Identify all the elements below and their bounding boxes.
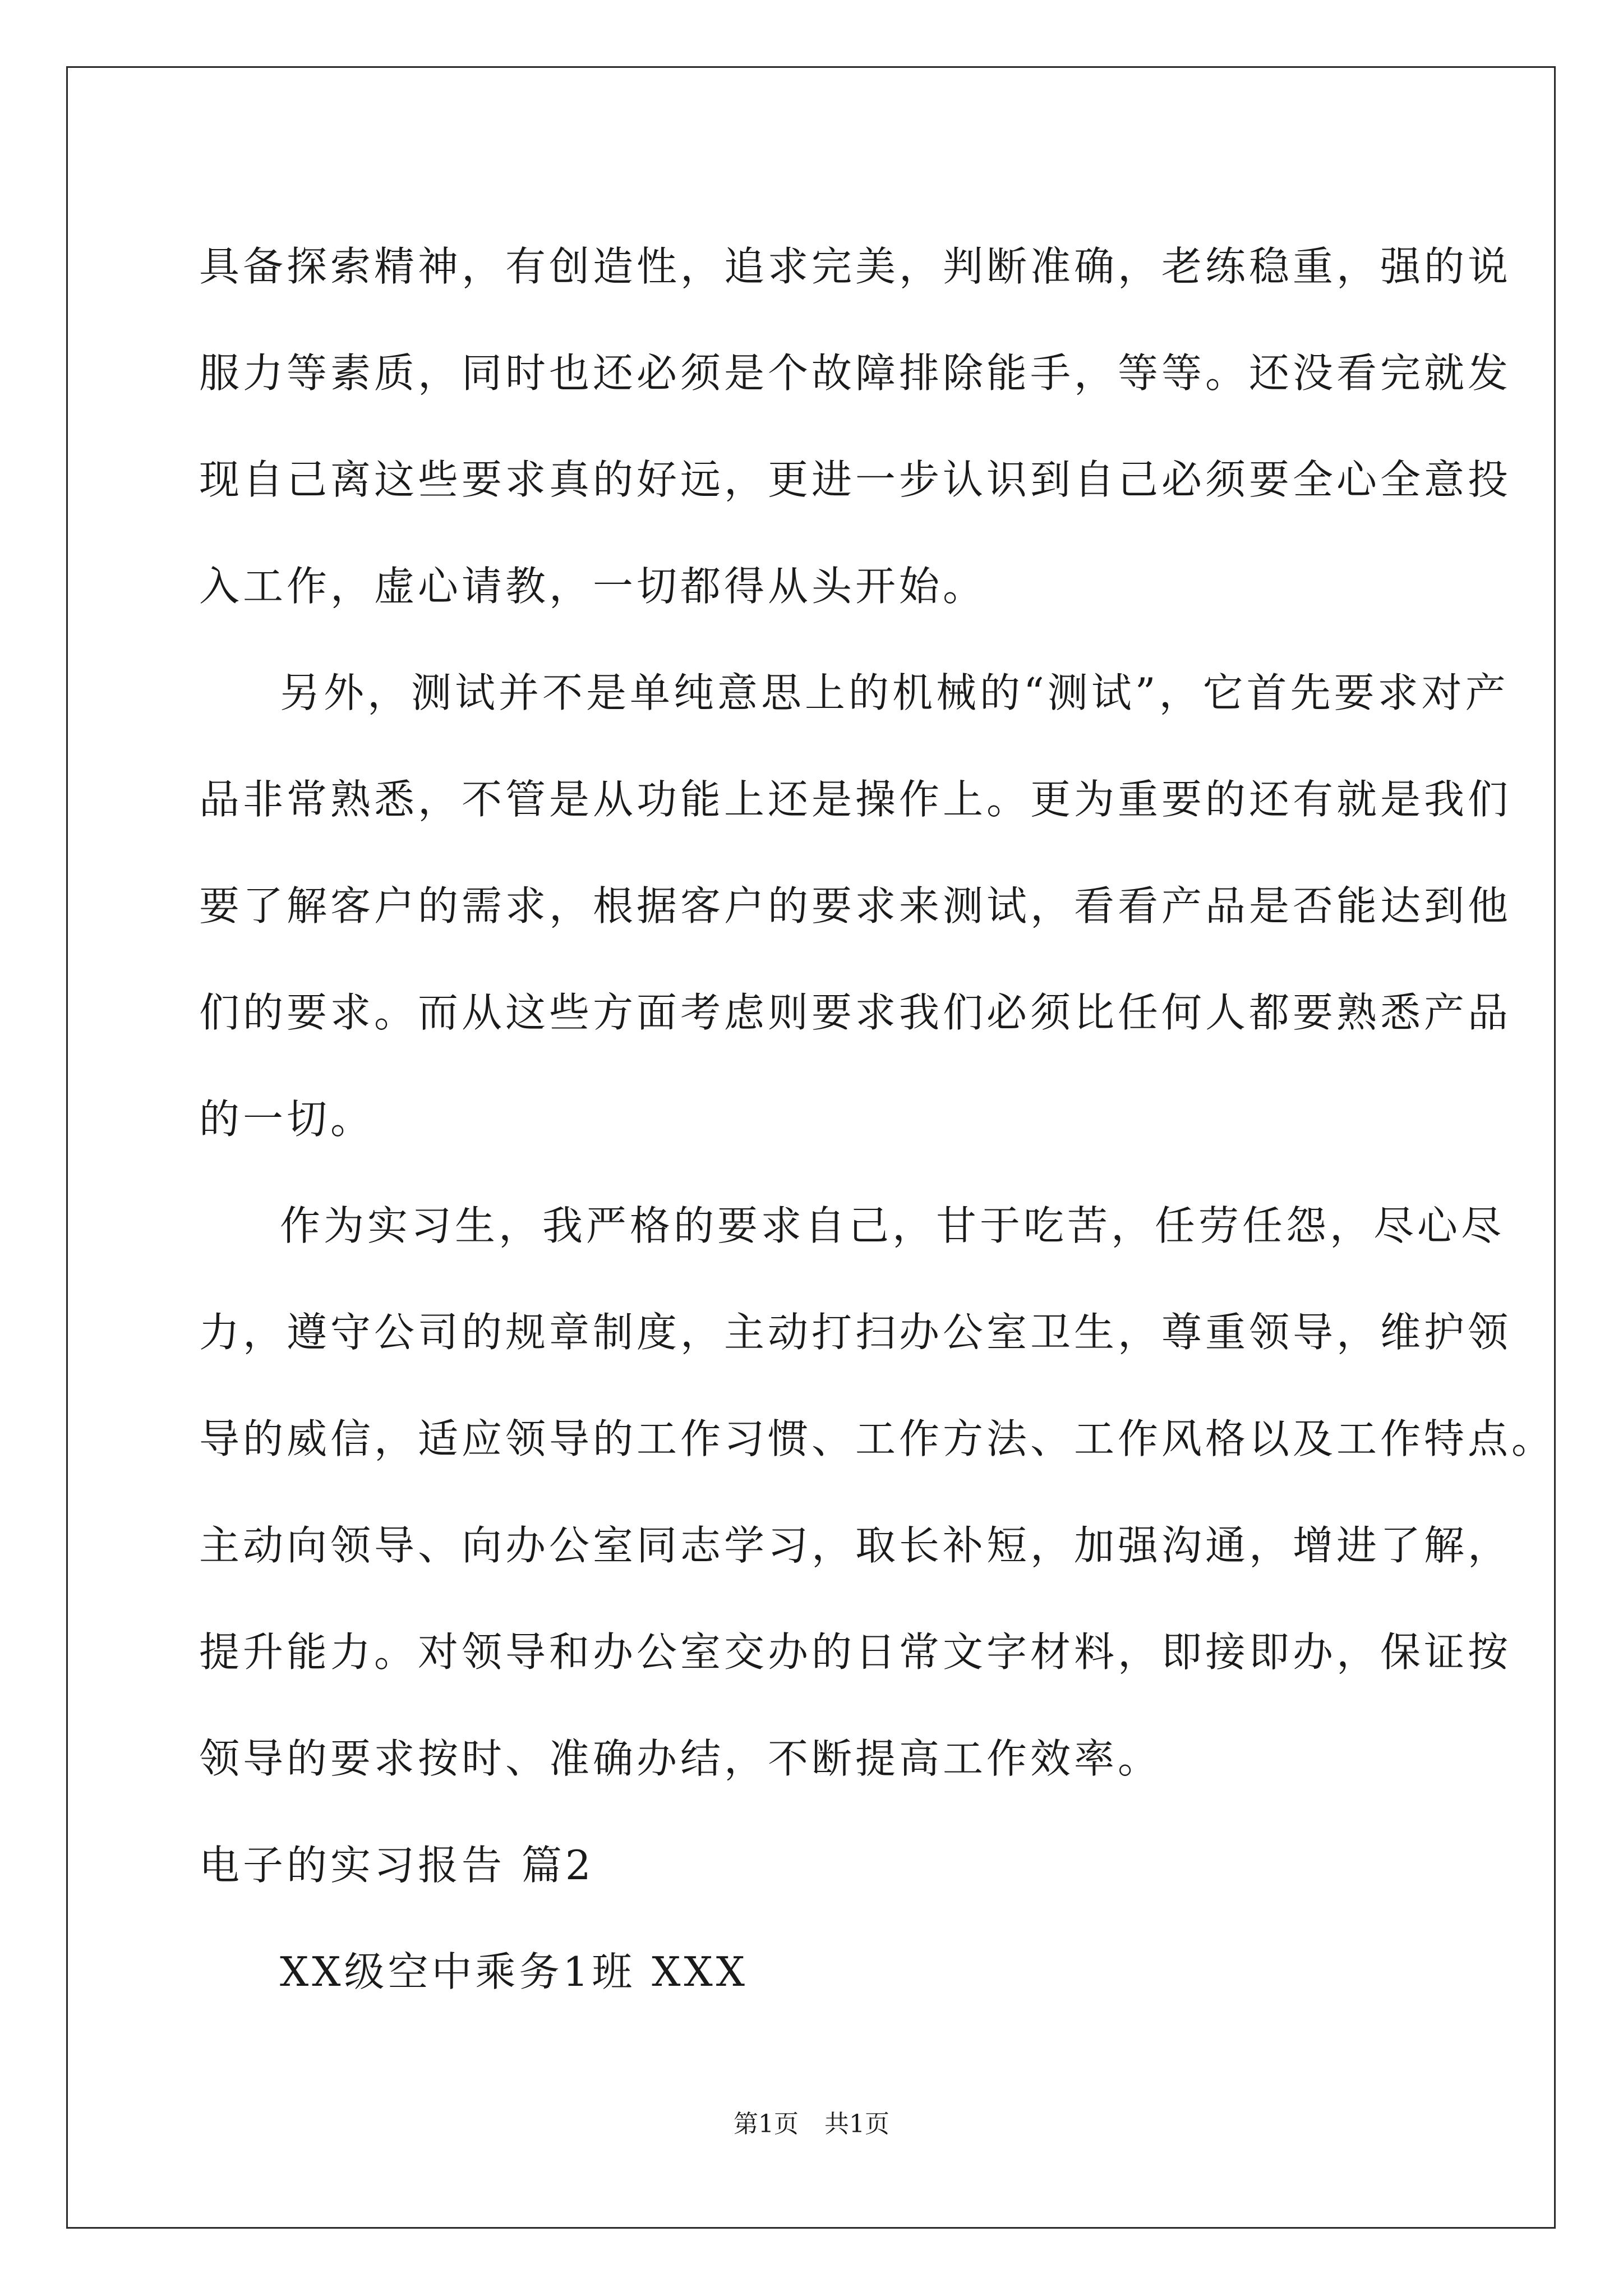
text-line: 提升能力。对领导和办公室交办的日常文字材料，即接即办，保证按 bbox=[199, 1628, 1512, 1676]
text-line: 主动向领导、向办公室同志学习，取长补短，加强沟通，增进了解， bbox=[199, 1522, 1512, 1569]
paragraph-start-line: 作为实习生，我严格的要求自己，甘于吃苦，任劳任怨，尽心尽 bbox=[280, 1202, 1505, 1249]
text-line: 具备探索精神，有创造性，追求完美，判断准确，老练稳重，强的说 bbox=[199, 243, 1512, 290]
text-line: 入工作，虚心请教，一切都得从头开始。 bbox=[199, 563, 987, 610]
page-footer bbox=[0, 2108, 1623, 2141]
text-line: 服力等素质，同时也还必须是个故障排除能手，等等。还没看完就发 bbox=[199, 349, 1512, 397]
text-line: 现自己离这些要求真的好远，更进一步认识到自己必须要全心全意投 bbox=[199, 456, 1512, 503]
page-number: 第1页 bbox=[734, 2110, 799, 2138]
text-line: 的一切。 bbox=[199, 1096, 375, 1143]
text-line: 们的要求。而从这些方面考虑则要求我们必须比任何人都要熟悉产品 bbox=[199, 989, 1512, 1036]
text-line: 要了解客户的需求，根据客户的要求来测试，看看产品是否能达到他 bbox=[199, 882, 1512, 930]
author-line: XX级空中乘务1班 XXX bbox=[280, 1948, 748, 1995]
document-body bbox=[199, 213, 1556, 2025]
page-total: 共1页 bbox=[824, 2110, 889, 2138]
text-line: 领导的要求按时、准确办结，不断提高工作效率。 bbox=[199, 1735, 1162, 1782]
text-line: 力，遵守公司的规章制度，主动打扫办公室卫生，尊重领导，维护领 bbox=[199, 1309, 1512, 1356]
text-line: 品非常熟悉，不管是从功能上还是操作上。更为重要的还有就是我们 bbox=[199, 776, 1512, 823]
paragraph-start-line: 另外，测试并不是单纯意思上的机械的“测试”，它首先要求对产 bbox=[280, 669, 1509, 716]
text-line: 导的威信，适应领导的工作习惯、工作方法、工作风格以及工作特点。 bbox=[199, 1415, 1556, 1462]
section-heading: 电子的实习报告 篇2 bbox=[199, 1842, 594, 1889]
